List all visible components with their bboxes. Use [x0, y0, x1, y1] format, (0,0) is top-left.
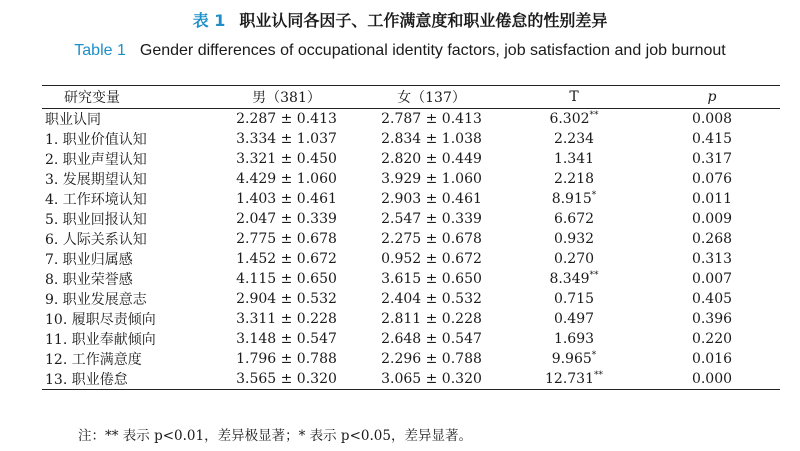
cell-p: 0.220 — [691, 331, 733, 347]
cell-male: 3.311 ± 0.228 — [236, 311, 337, 327]
table-row — [42, 129, 780, 149]
t-value: 1.341 — [553, 151, 595, 167]
cell-variable: 职业认同 — [45, 112, 101, 128]
significance-mark: * — [591, 190, 597, 201]
header-p: p — [644, 86, 780, 109]
cell-female: 2.404 ± 0.532 — [381, 291, 482, 307]
cell-female: 2.275 ± 0.678 — [381, 231, 482, 247]
header-variable: 研究变量 — [42, 86, 214, 109]
t-value: 6.302 — [549, 111, 590, 127]
cell-p: 0.000 — [644, 369, 780, 390]
significance-mark: * — [591, 350, 597, 361]
cell-male: 2.904 ± 0.532 — [236, 291, 337, 307]
table-row — [42, 349, 780, 369]
table-row — [42, 289, 780, 309]
cell-female: 2.811 ± 0.228 — [381, 311, 482, 327]
gender-differences-table — [42, 85, 780, 390]
cell-variable: 1. 职业价值认知 — [45, 132, 147, 148]
cell-variable: 12. 工作满意度 — [45, 352, 142, 368]
cell-variable: 3. 发展期望认知 — [45, 172, 147, 188]
cell-female: 2.820 ± 0.449 — [381, 151, 482, 167]
cell-female: 2.648 ± 0.547 — [381, 331, 482, 347]
cell-male: 2.287 ± 0.413 — [236, 111, 337, 127]
t-value: 0.932 — [553, 231, 595, 247]
significance-mark: ** — [594, 370, 603, 381]
significance-mark: ** — [589, 110, 599, 121]
cell-p: 0.016 — [691, 351, 733, 367]
t-value: 8.349 — [549, 271, 590, 287]
cell-male: 1.796 ± 0.788 — [236, 351, 337, 367]
t-value: 6.672 — [553, 211, 595, 227]
cell-female: 0.952 ± 0.672 — [381, 251, 482, 267]
cell-variable: 9. 职业发展意志 — [45, 292, 147, 308]
header-row — [42, 86, 780, 109]
cell-variable: 11. 职业奉献倾向 — [45, 332, 156, 348]
significance-mark: ** — [589, 270, 599, 281]
table-row — [42, 229, 780, 249]
t-value: 2.218 — [553, 171, 595, 187]
cell-t — [504, 249, 644, 269]
cell-variable: 10. 履职尽责倾向 — [45, 312, 156, 328]
cell-p: 0.011 — [691, 191, 733, 207]
t-value: 0.497 — [553, 311, 595, 327]
table-footnote: 注：** 表示 p<0.01，差异极显著；* 表示 p<0.05，差异显著。 — [78, 428, 472, 444]
table-number-en: Table 1 — [74, 42, 126, 59]
cell-male: 3.148 ± 0.547 — [236, 331, 337, 347]
cell-t — [504, 189, 644, 209]
cell-p: 0.009 — [691, 211, 733, 227]
table-row — [42, 169, 780, 189]
t-value: 9.965 — [551, 351, 592, 367]
cell-t — [504, 109, 644, 130]
cell-p: 0.007 — [691, 271, 733, 287]
cell-female: 2.903 ± 0.461 — [381, 191, 482, 207]
table-row — [42, 249, 780, 269]
cell-variable: 2. 职业声望认知 — [45, 152, 147, 168]
cell-variable: 7. 职业归属感 — [45, 252, 133, 268]
cell-female: 3.065 ± 0.320 — [359, 369, 504, 390]
cell-p: 0.313 — [691, 251, 733, 267]
cell-t — [504, 129, 644, 149]
cell-p: 0.317 — [691, 151, 733, 167]
cell-t — [504, 169, 644, 189]
cell-male: 1.452 ± 0.672 — [236, 251, 337, 267]
cell-male: 2.047 ± 0.339 — [236, 211, 337, 227]
t-value: 8.915 — [551, 191, 592, 207]
cell-female: 3.929 ± 1.060 — [381, 171, 482, 187]
cell-male: 3.334 ± 1.037 — [236, 131, 337, 147]
cell-variable: 4. 工作环境认知 — [45, 192, 147, 208]
cell-variable: 8. 职业荣誉感 — [45, 272, 133, 288]
table-row — [42, 149, 780, 169]
cell-p: 0.268 — [691, 231, 733, 247]
cell-t — [504, 329, 644, 349]
header-female: 女（137） — [359, 86, 504, 109]
t-value: 1.693 — [553, 331, 595, 347]
table-title-chinese — [0, 8, 800, 31]
header-male: 男（381） — [214, 86, 359, 109]
cell-p: 0.076 — [691, 171, 733, 187]
table-row — [42, 369, 780, 390]
cell-t — [504, 149, 644, 169]
cell-t — [504, 349, 644, 369]
table-caption-cn: 职业认同各因子、工作满意度和职业倦怠的性别差异 — [239, 11, 608, 30]
table-title-english — [0, 42, 800, 60]
cell-t — [504, 269, 644, 289]
cell-t — [504, 289, 644, 309]
cell-variable: 5. 职业回报认知 — [45, 212, 147, 228]
t-value: 0.715 — [553, 291, 595, 307]
table-row — [42, 209, 780, 229]
cell-t — [504, 209, 644, 229]
cell-p: 0.415 — [691, 131, 733, 147]
table-caption-en: Gender differences of occupational identity factors, job satisfaction and job burnout — [139, 42, 726, 59]
cell-p: 0.405 — [691, 291, 733, 307]
cell-male: 3.565 ± 0.320 — [214, 369, 359, 390]
cell-male: 3.321 ± 0.450 — [236, 151, 337, 167]
cell-male: 2.775 ± 0.678 — [236, 231, 337, 247]
cell-p: 0.008 — [691, 111, 733, 127]
cell-variable: 13. 职业倦怠 — [42, 369, 214, 390]
cell-t — [504, 229, 644, 249]
table-row — [42, 269, 780, 289]
cell-female: 2.834 ± 1.038 — [381, 131, 482, 147]
table-body — [42, 109, 780, 390]
cell-variable: 6. 人际关系认知 — [45, 232, 147, 248]
header-t: T — [504, 86, 644, 109]
cell-female: 2.787 ± 0.413 — [381, 111, 482, 127]
table-row — [42, 329, 780, 349]
table-number-cn: 表 1 — [192, 11, 226, 30]
cell-p: 0.396 — [691, 311, 733, 327]
t-value: 0.270 — [553, 251, 595, 267]
cell-female: 2.296 ± 0.788 — [381, 351, 482, 367]
table-row — [42, 109, 780, 130]
table-row — [42, 189, 780, 209]
t-value: 2.234 — [553, 131, 595, 147]
t-value: 12.731 — [545, 371, 594, 387]
cell-female: 2.547 ± 0.339 — [381, 211, 482, 227]
cell-male: 1.403 ± 0.461 — [236, 191, 337, 207]
cell-male: 4.429 ± 1.060 — [236, 171, 337, 187]
cell-t — [504, 369, 644, 390]
cell-t — [504, 309, 644, 329]
table-row — [42, 309, 780, 329]
cell-female: 3.615 ± 0.650 — [381, 271, 482, 287]
cell-male: 4.115 ± 0.650 — [236, 271, 337, 287]
